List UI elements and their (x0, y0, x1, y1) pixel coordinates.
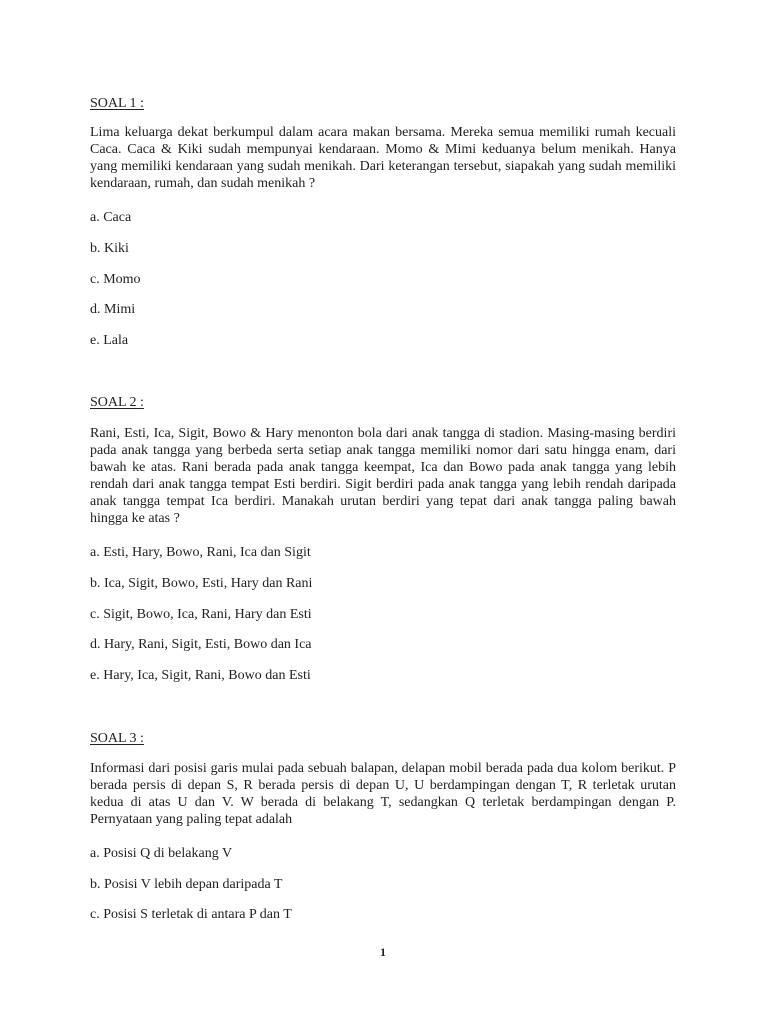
soal-3-question: Informasi dari posisi garis mulai pada sebuah balapan, delapan mobil berada pada dua kolom berikut. P berada persis di depan S, R berada persis di depan U, U berdampingan dengan T, R terletak urutan kedua di atas U dan V. W berada di belakang T, sedangkan Q terletak berdampingan dengan P. Pernyataan yang paling tepat adalah (90, 761, 676, 827)
soal-3-option-c: c. Posisi S terletak di antara P dan T (90, 907, 292, 922)
soal-1-option-c: c. Momo (90, 272, 141, 287)
soal-3-option-a: a. Posisi Q di belakang V (90, 846, 233, 861)
soal-3-heading: SOAL 3 : (90, 731, 144, 746)
soal-2-heading: SOAL 2 : (90, 395, 144, 410)
soal-3-option-b: b. Posisi V lebih depan daripada T (90, 877, 283, 892)
soal-1-question: Lima keluarga dekat berkumpul dalam acara makan bersama. Mereka semua memiliki rumah kecuali Caca. Caca & Kiki sudah mempunyai kendaraan. Momo & Mimi keduanya belum menikah. Hanya yang memiliki kendaraan yang sudah menikah. Dari keterangan tersebut, siapakah yang sudah memiliki kendaraan, rumah, dan sudah menikah ? (90, 125, 676, 191)
soal-1-option-a: a. Caca (90, 210, 132, 225)
soal-1-heading: SOAL 1 : (90, 96, 144, 111)
soal-2-option-c: c. Sigit, Bowo, Ica, Rani, Hary dan Esti (90, 607, 312, 622)
soal-2-option-d: d. Hary, Rani, Sigit, Esti, Bowo dan Ica (90, 637, 312, 652)
soal-2-option-e: e. Hary, Ica, Sigit, Rani, Bowo dan Esti (90, 668, 311, 683)
soal-1-option-d: d. Mimi (90, 302, 136, 317)
soal-1-option-b: b. Kiki (90, 241, 129, 256)
document-page (90, 0, 676, 1024)
soal-1-option-e: e. Lala (90, 333, 129, 348)
page-number: 1 (380, 945, 386, 959)
soal-2-option-b: b. Ica, Sigit, Bowo, Esti, Hary dan Rani (90, 576, 313, 591)
soal-2-option-a: a. Esti, Hary, Bowo, Rani, Ica dan Sigit (90, 545, 311, 560)
soal-2-question: Rani, Esti, Ica, Sigit, Bowo & Hary menonton bola dari anak tangga di stadion. Masing-masing berdiri pada anak tangga yang berbeda serta setiap anak tangga memiliki nomor dari satu hingga enam, dari bawah ke atas. Rani berada pada anak tangga keempat, Ica dan Bowo pada anak tangga yang lebih rendah dari anak tangga tempat Esti berdiri. Sigit berdiri pada anak tangga yang lebih rendah daripada anak tangga tempat Ica berdiri. Manakah urutan berdiri yang tepat dari anak tangga paling bawah hingga ke atas ? (90, 426, 676, 526)
